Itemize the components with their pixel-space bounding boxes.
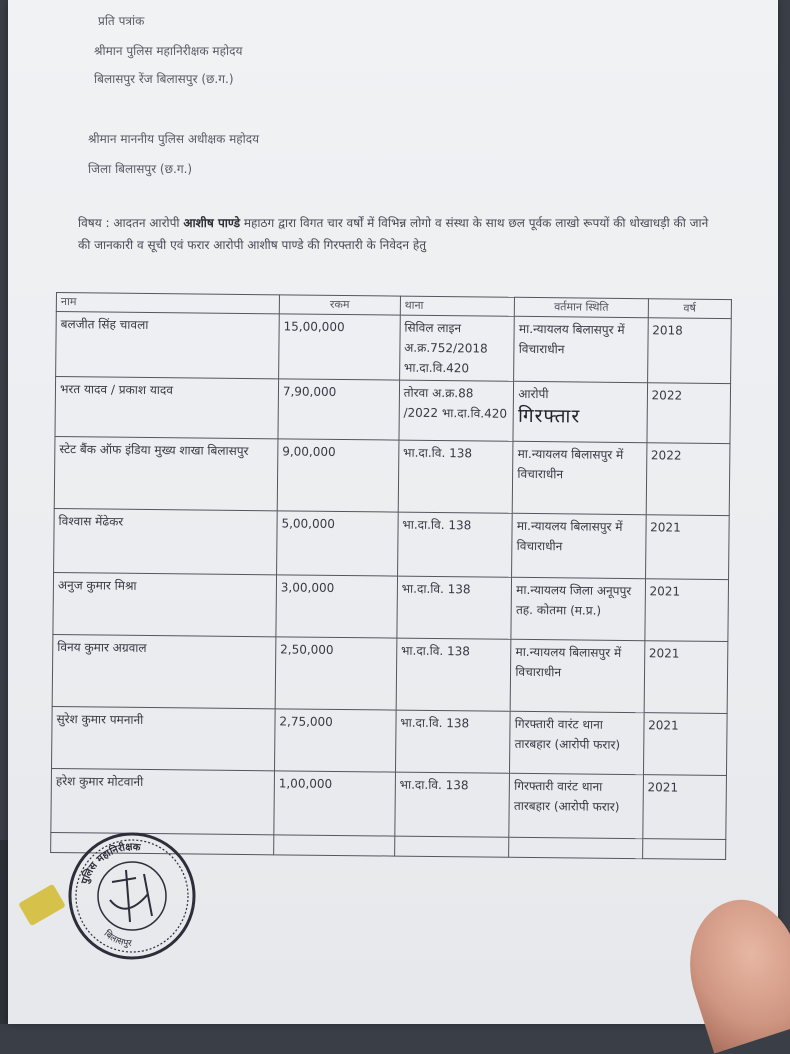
table-row <box>56 312 732 384</box>
cell-amount: 9,00,000 <box>277 439 399 512</box>
cell-status: मा.न्यायलय बिलासपुर में विचाराधीन <box>512 513 646 578</box>
cell-amount: 15,00,000 <box>279 314 401 380</box>
cell-name: भरत यादव / प्रकाश यादव <box>55 377 279 439</box>
table-row <box>54 508 730 579</box>
cell-empty <box>394 836 509 857</box>
letter-page <box>8 0 778 1024</box>
police-seal-stamp <box>66 830 198 962</box>
addressee-2-place: जिला बिलासपुर (छ.ग.) <box>88 162 193 176</box>
header-amount: रकम <box>279 295 400 315</box>
cell-thana: भा.दा.वि. 138 <box>397 512 512 577</box>
cell-status: मा.न्यायलय बिलासपुर में विचाराधीन <box>514 316 648 382</box>
cell-thana: भा.दा.वि. 138 <box>395 772 510 837</box>
cell-status <box>513 381 647 442</box>
cell-name: सुरेश कुमार पमनानी <box>52 706 276 770</box>
cell-year: 2021 <box>643 713 727 776</box>
handwritten-status: गिरफ्तार <box>517 404 581 428</box>
cell-empty <box>642 839 726 860</box>
svg-text:पुलिस महानिरीक्षक <box>79 840 142 886</box>
cell-amount: 7,90,000 <box>278 379 399 440</box>
cell-name: बलजीत सिंह चावला <box>56 312 280 379</box>
cell-name: विश्वास मेंढेकर <box>54 508 278 574</box>
cell-status-text: आरोपी <box>518 386 549 402</box>
cell-amount: 5,00,000 <box>276 511 397 576</box>
subject-prefix: विषय : आदतन आरोपी <box>78 216 180 230</box>
cell-empty <box>509 837 643 858</box>
cell-thana: भा.दा.वि. 138 <box>397 576 512 639</box>
cell-status: मा.न्यायलय जिला अनूपपुर तह. कोतमा (म.प्र.) <box>511 577 645 640</box>
cell-year: 2021 <box>645 515 729 580</box>
cell-name: हरेश कुमार मोटवानी <box>51 768 275 834</box>
addressee-2: श्रीमान माननीय पुलिस अधीक्षक महोदय <box>88 132 260 146</box>
svg-text:बिलासपुर <box>102 927 133 949</box>
header-name: नाम <box>56 293 279 314</box>
cell-status: गिरफ्तारी वारंट थाना तारबहार (आरोपी फरार) <box>509 773 643 838</box>
cell-amount: 2,50,000 <box>275 637 397 710</box>
cell-amount: 1,00,000 <box>274 771 395 836</box>
cell-year: 2022 <box>647 383 731 444</box>
addressee-1: श्रीमान पुलिस महानिरीक्षक महोदय <box>94 44 243 58</box>
cell-status: मा.न्यायलय बिलासपुर में विचाराधीन <box>513 441 647 514</box>
table-row <box>53 572 729 641</box>
cell-amount: 2,75,000 <box>274 709 395 772</box>
cell-year: 2021 <box>642 775 726 840</box>
fraud-list-table <box>50 292 732 860</box>
header-status: वर्तमान स्थिति <box>515 297 649 317</box>
stamp-outer-text: पुलिस महानिरीक्षक <box>79 841 141 886</box>
cell-year: 2021 <box>644 641 728 714</box>
table-row <box>54 436 730 515</box>
cell-year: 2018 <box>647 318 731 384</box>
cell-thana: भा.दा.वि. 138 <box>395 710 510 773</box>
table-row <box>55 377 731 444</box>
cell-thana: तोरवा अ.क्र.88 /2022 भा.दा.वि.420 <box>399 380 514 441</box>
cell-year: 2022 <box>646 443 730 516</box>
cell-status: मा.न्यायलय बिलासपुर में विचाराधीन <box>510 639 644 712</box>
cell-thana: भा.दा.वि. 138 <box>396 638 511 711</box>
table-row <box>51 768 727 839</box>
subject-text: महाठग द्वारा विगत चार वर्षों में विभिन्न लोगो व संस्था के साथ छल पूर्वक लाखो रूपयों की धोखाधड़ी की जाने की जानकारी व सूची एवं फरार आरोपी आशीष पाण्डे की गिरफ्तारी के निवेदन हेतु <box>78 216 709 252</box>
cell-name: अनुज कुमार मिश्रा <box>53 572 277 636</box>
subject-accused-name: आशीष पाण्डे <box>183 216 241 230</box>
table-row <box>52 706 728 775</box>
header-to: प्रति पत्रांक <box>98 14 145 28</box>
cell-name: विनय कुमार अग्रवाल <box>52 634 276 708</box>
cell-thana: भा.दा.वि. 138 <box>398 440 513 513</box>
addressee-1-place: बिलासपुर रेंज बिलासपुर (छ.ग.) <box>94 72 234 86</box>
cell-thana: सिविल लाइन अ.क्र.752/2018 भा.दा.वि.420 <box>399 315 514 381</box>
header-year: वर्ष <box>648 299 732 319</box>
cell-status: गिरफ्तारी वारंट थाना तारबहार (आरोपी फरार) <box>510 711 644 774</box>
cell-amount: 3,00,000 <box>276 575 397 638</box>
header-thana: थाना <box>400 296 515 316</box>
subject-line <box>78 212 718 256</box>
cell-empty <box>274 835 395 856</box>
cell-name: स्टेट बैंक ऑफ इंडिया मुख्य शाखा बिलासपुर <box>54 436 278 510</box>
cell-year: 2021 <box>645 579 729 642</box>
stamp-place-text: बिलासपुर <box>101 929 132 950</box>
table-row <box>52 634 728 713</box>
